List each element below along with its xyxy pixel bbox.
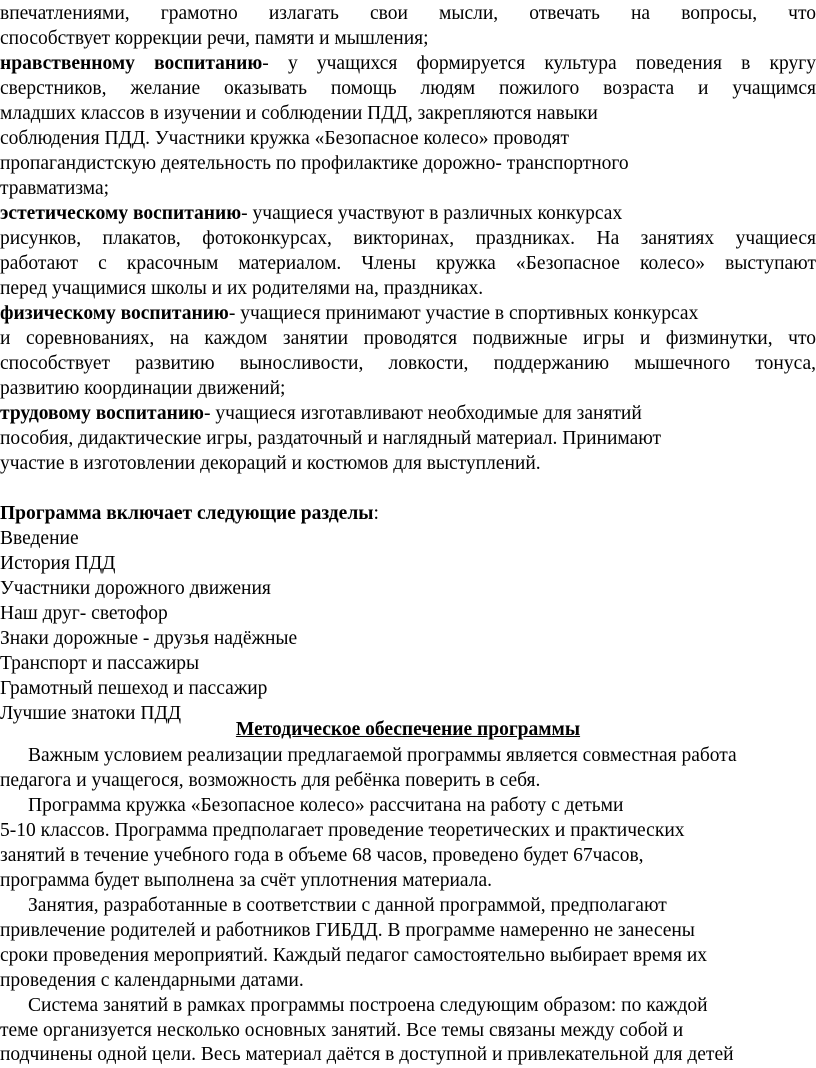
text-line: сроки проведения мероприятий. Каждый педагог самостоятельно выбирает время их (0, 945, 707, 966)
section-item: Лучшие знатоки ПДД (0, 703, 182, 724)
section-item: Введение (0, 528, 79, 549)
text-line: привлечение родителей и работников ГИБДД. В программе намеренно не занесены (0, 920, 695, 941)
aesthetic-term: эстетическому воспитанию (0, 203, 242, 224)
section-item: Участники дорожного движения (0, 578, 271, 599)
text-span: - учащиеся принимают участие в спортивных конкурсах (228, 303, 699, 324)
text-line: способствует развитию выносливости, ловкости, поддержанию мышечного тонуса, (0, 353, 816, 374)
section-item: Знаки дорожные - друзья надёжные (0, 628, 298, 649)
text-line: травматизма; (0, 178, 110, 199)
moral-paragraph-line (0, 52, 816, 77)
text-line: сверстников, желание оказывать помощь людям пожилого возраста и учащимся (0, 78, 816, 99)
physical-term: физическому воспитанию (0, 303, 229, 324)
labor-paragraph-line (0, 402, 816, 427)
aesthetic-paragraph-line (0, 202, 816, 227)
text-line: теме организуется несколько основных занятий. Все темы связаны между собой и (0, 1020, 684, 1041)
text-span: - у учащихся формируется культура поведения в кругу (262, 53, 816, 74)
text-line: работают с красочным материалом. Члены кружка «Безопасное колесо» выступают (0, 253, 816, 274)
text-line: Занятия, разработанные в соответствии с данной программой, предполагают (28, 895, 667, 916)
text-span: - учащиеся изготавливают необходимые для занятий (203, 403, 642, 424)
section-item: История ПДД (0, 553, 116, 574)
text-line: способствует коррекции речи, памяти и мышления; (0, 28, 429, 49)
text-line: программа будет выполнена за счёт уплотнения материала. (0, 870, 493, 891)
text-line: рисунков, плакатов, фотоконкурсах, викторинах, праздниках. На занятиях учащиеся (0, 228, 816, 249)
section-item: Транспорт и пассажиры (0, 653, 200, 674)
moral-term: нравственному воспитанию (0, 53, 263, 74)
section-item: Наш друг- светофор (0, 603, 168, 624)
text-line: младших классов в изучении и соблюдении ПДД, закрепляются навыки (0, 103, 598, 124)
physical-paragraph-line (0, 302, 816, 327)
text-line: Программа кружка «Безопасное колесо» рассчитана на работу с детьми (28, 795, 624, 816)
sections-heading-text: Программа включает следующие разделы (0, 503, 374, 524)
section-item: Грамотный пешеход и пассажир (0, 678, 268, 699)
text-line: впечатлениями, грамотно излагать свои мысли, отвечать на вопросы, что (0, 3, 816, 24)
text-line: развитию координации движений; (0, 378, 286, 399)
sections-heading (0, 502, 816, 527)
text-line: Важным условием реализации предлагаемой программы является совместная работа (28, 745, 737, 766)
text-line: 5-10 классов. Программа предполагает проведение теоретических и практических (0, 820, 685, 841)
text-line: проведения с календарными датами. (0, 970, 304, 991)
text-line: педагога и учащегося, возможность для ребёнка поверить в себя. (0, 770, 541, 791)
text-line: перед учащимися школы и их родителями на, праздниках. (0, 278, 484, 299)
text-line: пропагандистскую деятельность по профилактике дорожно- транспортного (0, 153, 629, 174)
labor-term: трудовому воспитанию (0, 403, 204, 424)
text-line: соблюдения ПДД. Участники кружка «Безопасное колесо» проводят (0, 128, 569, 149)
text-line: Система занятий в рамках программы построена следующим образом: по каждой (28, 995, 708, 1016)
colon: : (373, 503, 379, 524)
text-line: пособия, дидактические игры, раздаточный и наглядный материал. Принимают (0, 428, 662, 449)
text-line: подчинены одной цели. Весь материал даётся в доступной и привлекательной для детей (0, 1044, 734, 1065)
text-line: и соревнованиях, на каждом занятии проводятся подвижные игры и физминутки, что (0, 328, 816, 349)
text-span: - учащиеся участвуют в различных конкурсах (241, 203, 623, 224)
methodical-title (0, 718, 816, 743)
methodical-title-text: Методическое обеспечение программы (235, 719, 581, 740)
text-line: участие в изготовлении декораций и костюмов для выступлений. (0, 453, 541, 474)
text-line: занятий в течение учебного года в объеме 68 часов, проведено будет 67часов, (0, 845, 644, 866)
